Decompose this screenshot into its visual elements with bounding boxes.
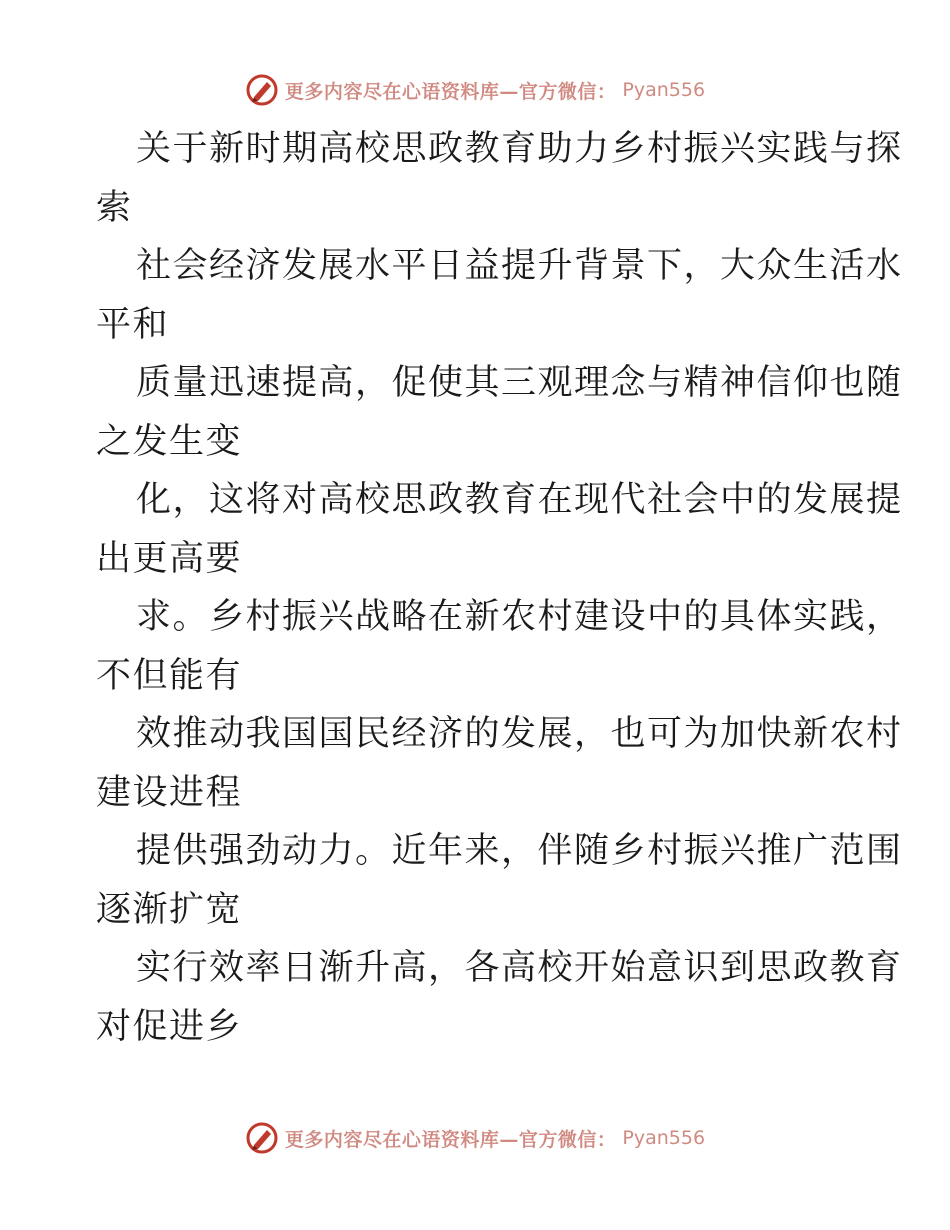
paragraph-line-wrap: 逐渐扩宽 — [96, 889, 243, 930]
paragraph-line: 效推动我国国民经济的发展，也可为加快新农村 — [136, 714, 903, 754]
paragraph-line-wrap: 之发生变 — [96, 421, 243, 462]
paragraph-line: 求。乡村振兴战略在新农村建设中的具体实践， — [136, 597, 903, 637]
paragraph-line-wrap: 索 — [96, 187, 133, 228]
document-body — [96, 120, 903, 1056]
paragraph-line: 实行效率日渐升高，各高校开始意识到思政教育 — [136, 948, 903, 988]
paragraph-line-wrap: 对促进乡 — [96, 1006, 243, 1047]
paragraph-line: 化，这将对高校思政教育在现代社会中的发展提 — [136, 480, 903, 520]
paragraph-line-wrap: 出更高要 — [96, 538, 243, 579]
watermark-handle: Pyan556 — [622, 79, 706, 101]
watermark-header — [0, 70, 950, 110]
paragraph-line: 质量迅速提高，促使其三观理念与精神信仰也随 — [136, 363, 903, 403]
pen-seal-icon — [245, 73, 279, 107]
watermark-footer — [0, 1118, 950, 1158]
watermark-text: 更多内容尽在心语资料库—官方微信： — [284, 80, 617, 103]
paragraph-line: 社会经济发展水平日益提升背景下，大众生活水 — [136, 246, 903, 286]
pen-seal-icon — [245, 1121, 279, 1155]
watermark-text: 更多内容尽在心语资料库—官方微信： — [284, 1128, 617, 1151]
paragraph-line: 提供强劲动力。近年来，伴随乡村振兴推广范围 — [136, 831, 903, 871]
paragraph-line-wrap: 不但能有 — [96, 655, 243, 696]
paragraph-line-wrap: 建设进程 — [96, 772, 243, 813]
watermark-handle: Pyan556 — [622, 1127, 706, 1149]
paragraph-line-wrap: 平和 — [96, 304, 170, 345]
paragraph-line: 关于新时期高校思政教育助力乡村振兴实践与探 — [136, 129, 903, 169]
